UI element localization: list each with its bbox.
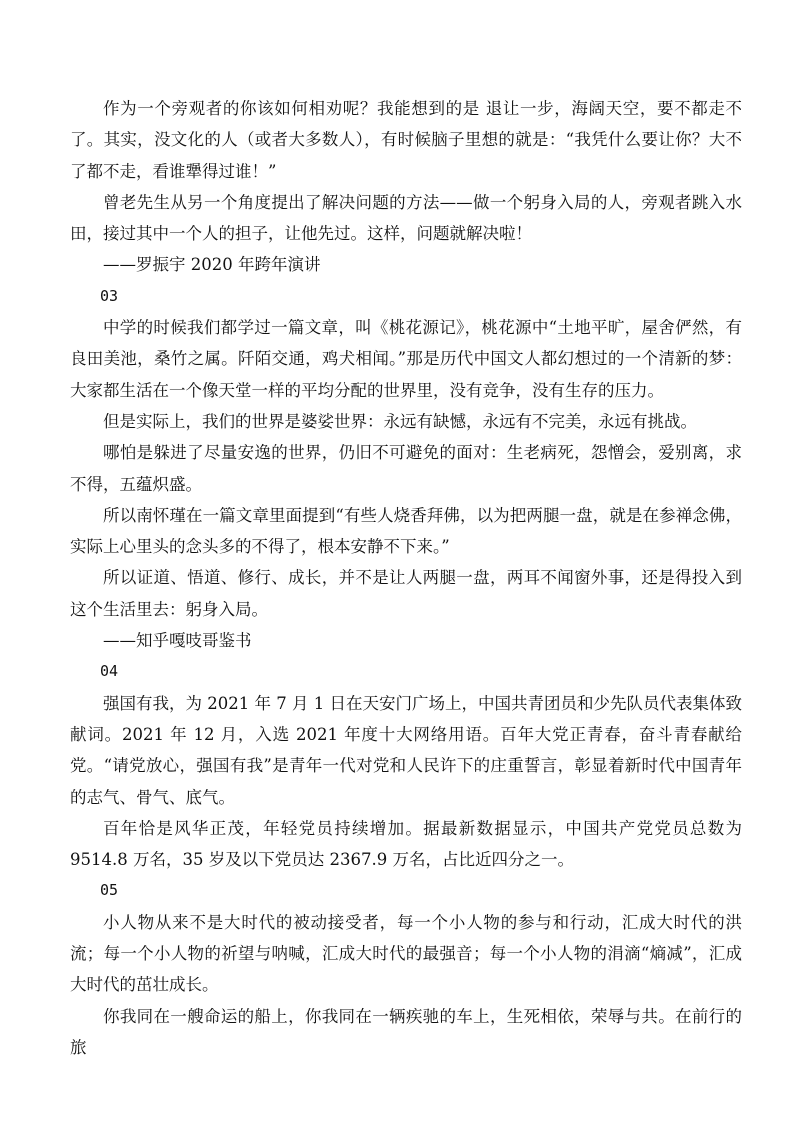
- paragraph: 所以南怀瑾在一篇文章里面提到“有些人烧香拜佛，以为把两腿一盘，就是在参禅念佛，实际上心里头的念头多的不得了，根本安静不下来。”: [70, 505, 742, 557]
- paragraph: 所以证道、悟道、修行、成长，并不是让人两腿一盘，两耳不闻窗外事，还是得投入到这个生活里去：躬身入局。: [70, 568, 742, 619]
- paragraph: 百年恰是风华正茂，年轻党员持续增加。据最新数据显示，中国共产党党员总数为 9514.8 万名，35 岁及以下党员达 2367.9 万名，占比近四分之一。: [70, 818, 742, 870]
- section-number: 04: [100, 662, 119, 681]
- paragraph: 你我同在一艘命运的船上，你我同在一辆疾驰的车上，生死相依，荣辱与共。在前行的旅: [70, 1006, 742, 1057]
- attribution: ——知乎嘎吱哥鉴书: [103, 631, 252, 651]
- attribution: ——罗振宇 2020 年跨年演讲: [103, 255, 321, 275]
- paragraph: 小人物从来不是大时代的被动接受者，每一个小人物的参与和行动，汇成大时代的洪流；每一个小人物的祈望与呐喊，汇成大时代的最强音；每一个小人物的涓滴“熵减”，汇成大时代的茁壮成长。: [70, 912, 742, 995]
- paragraph: 作为一个旁观者的你该如何相劝呢？我能想到的是 退让一步，海阔天空，要不都走不了。其实，没文化的人（或者大多数人），有时候脑子里想的就是：“我凭什么要让你？大不了都不走，看谁犟得过谁！”: [70, 99, 742, 181]
- paragraph: 曾老先生从另一个角度提出了解决问题的方法——做一个躬身入局的人，旁观者跳入水田，接过其中一个人的担子，让他先过。这样，问题就解决啦！: [70, 192, 742, 244]
- paragraph: 中学的时候我们都学过一篇文章，叫《桃花源记》，桃花源中“土地平旷，屋舍俨然，有良田美池，桑竹之属。阡陌交通，鸡犬相闻。”那是历代中国文人都幻想过的一个清新的梦：大家都生活在一个像天堂一样的平均分配的世界里，没有竞争，没有生存的压力。: [70, 318, 742, 400]
- paragraph: 强国有我，为 2021 年 7 月 1 日在天安门广场上，中国共青团员和少先队员代表集体致献词。2021 年 12 月，入选 2021 年度十大网络用语。百年大党正青春，奋斗青春献给党。“请党放心，强国有我”是青年一代对党和人民许下的庄重誓言，彰显着新时代中国青年的志气、骨气、底气。: [70, 693, 742, 807]
- section-number: 05: [100, 881, 119, 900]
- document-page: [70, 93, 742, 1063]
- paragraph: 但是实际上，我们的世界是婆娑世界：永远有缺憾，永远有不完美，永远有挑战。: [103, 411, 697, 431]
- paragraph: 哪怕是躲进了尽量安逸的世界，仍旧不可避免的面对：生老病死，怨憎会，爱别离，求不得，五蕴炽盛。: [70, 443, 742, 494]
- section-number: 03: [100, 286, 119, 305]
